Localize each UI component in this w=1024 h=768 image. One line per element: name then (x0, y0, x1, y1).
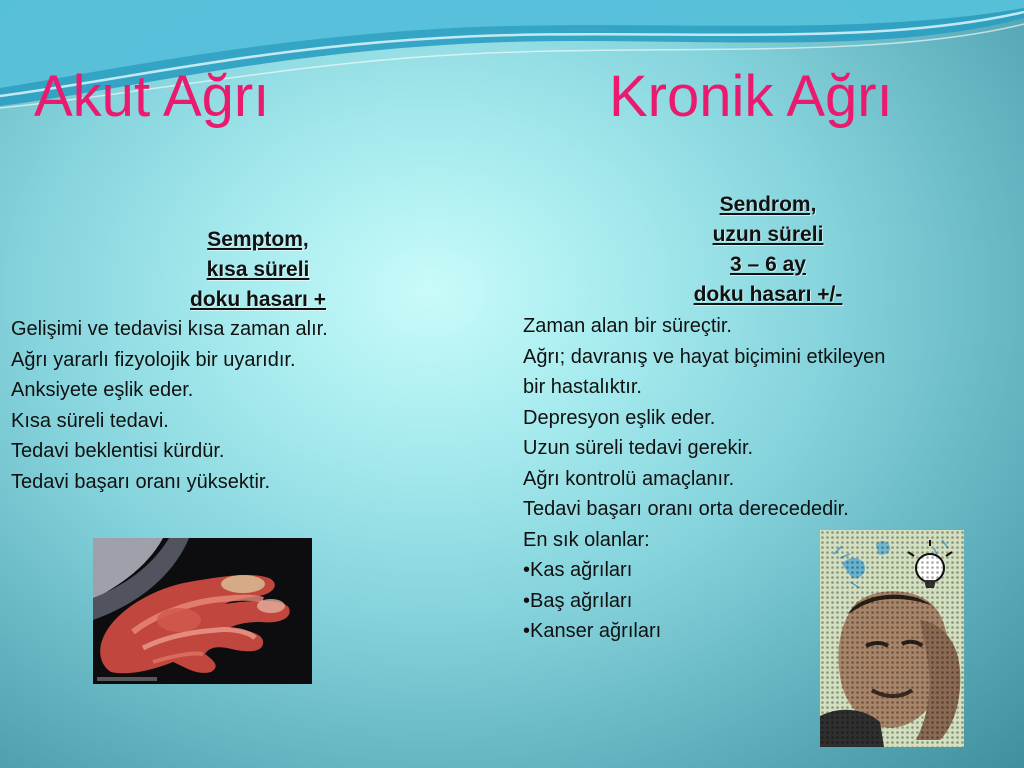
chronic-heading-line: Sendrom, (719, 193, 817, 216)
acute-line: Ağrı yararlı fizyolojik bir uyarıdır. (11, 348, 296, 371)
chronic-line: bir hastalıktır. (523, 376, 642, 398)
chronic-pain-title: Kronik Ağrı (609, 64, 893, 129)
chronic-line: Ağrı; davranış ve hayat biçimini etkileyen (523, 345, 886, 368)
acute-line: Tedavi başarı oranı yüksektir. (11, 470, 271, 493)
acute-description (11, 314, 451, 497)
chronic-bullet-item: •Kanser ağrıları (523, 620, 662, 642)
chronic-heading-line: uzun süreli (712, 223, 824, 246)
acute-line: Kısa süreli tedavi. (11, 409, 169, 432)
chronic-line: Uzun süreli tedavi gerekir. (523, 437, 754, 459)
chronic-line: Ağrı kontrolü amaçlanır. (523, 467, 735, 490)
acute-line: Anksiyete eşlik eder. (11, 379, 194, 401)
chronic-line: Zaman alan bir süreçtir. (523, 315, 732, 337)
chronic-line: Depresyon eşlik eder. (523, 406, 716, 429)
chronic-bullet-item: •Baş ağrıları (523, 589, 633, 612)
chronic-line: Tedavi başarı oranı orta derecededir. (523, 498, 849, 520)
headache-man-photo (820, 530, 964, 747)
chronic-heading-line: doku hasarı +/- (693, 283, 843, 306)
acute-heading-line: Semptom, (207, 228, 309, 251)
acute-pain-title: Akut Ağrı (34, 64, 270, 129)
acute-line: Tedavi beklentisi kürdür. (11, 440, 225, 462)
chronic-heading-block (630, 190, 906, 310)
burned-hand-photo (93, 538, 312, 684)
chronic-line: En sık olanlar: (523, 528, 650, 551)
acute-heading-line: doku hasarı + (190, 288, 326, 311)
chronic-bullet-item: •Kas ağrıları (523, 559, 633, 581)
acute-line: Gelişimi ve tedavisi kısa zaman alır. (11, 318, 328, 340)
chronic-heading-line: 3 – 6 ay (730, 253, 806, 276)
acute-heading-block (120, 225, 396, 315)
acute-heading-line: kısa süreli (206, 258, 310, 281)
